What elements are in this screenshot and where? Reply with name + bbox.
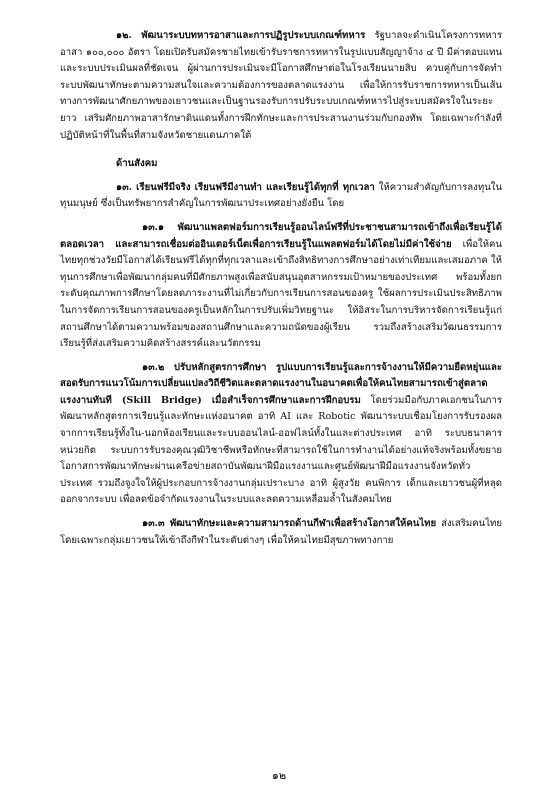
paragraph-13-1	[60, 220, 502, 353]
paragraph-13-2	[60, 360, 502, 509]
paragraph-13-2-body: โดยร่วมมือกับภาคเอกชนในการพัฒนาหลักสูตรการเรียนรู้และทักษะแห่งอนาคต อาทิ AI และ Robotic พัฒนาระบบเชื่อมโยงการรับรองผลจากการเรียนรู้ทั้งใน-นอกห้องเรียนและระบบออนไลน์-ออฟไลน์ทั้งในและต่างประเทศ อาทิ ระบบธนาคารหน่วยกิต ระบบการรับรองคุณวุฒิวิชาชีพหรือทักษะที่สามารถใช้ในการทำงานได้อย่างแท้จริงพร้อมทั้งขยายโอกาสการพัฒนาทักษะผ่านเครือข่ายสถาบันพัฒนาฝีมือแรงงานและศูนย์พัฒนาฝีมือแรงงานจังหวัดทั่วประเทศ รวมถึงจูงใจให้ผู้ประกอบการจ้างงานกลุ่มเปราะบาง อาทิ ผู้สูงวัย คนพิการ เด็กและเยาวชนผู้ที่หลุดออกจากระบบ เพื่อลดข้อจำกัดแรงงานในระบบและลดความเหลื่อมล้ำในสังคมไทย	[60, 394, 503, 506]
page-content	[60, 28, 502, 549]
paragraph-13-1-heading: ๑๓.๑ พัฒนาแพลตฟอร์มการเรียนรู้ออนไลน์ฟรีที่ประชาชนสามารถเข้าถึงเพื่อเรียนรู้ได้ตลอดเวลา และสามารถเชื่อมต่ออินเตอร์เน็ตเพื่อการเรียนรู้ในแพลตฟอร์มได้โดยไม่มีค่าใช้จ่าย	[60, 221, 502, 250]
paragraph-13-3	[60, 516, 502, 549]
paragraph-12-heading: ๑๒. พัฒนาระบบทหารอาสาและการปฏิรูประบบเกณฑ์ทหาร	[116, 30, 366, 41]
paragraph-13	[60, 180, 502, 213]
paragraph-13-heading: ๑๓. เรียนฟรีมีจริง เรียนฟรีมีงานทำ และเรียนรู้ได้ทุกที่ ทุกเวลา	[116, 181, 375, 193]
page-number: ๑๒	[271, 769, 287, 782]
paragraph-12-body: รัฐบาลจะดำเนินโครงการทหารอาสา ๑๐๐,๐๐๐ อัตรา โดยเปิดรับสมัครชายไทยเข้ารับราชการทหารในรูปแบบสัญญาจ้าง ๔ ปี มีค่าตอบแทน และระบบประเมินผลที่ชัดเจน ผู้ผ่านการประเมินจะมีโอกาสศึกษาต่อในโรงเรียนนายสิบ ควบคู่กับการจัดทำระบบพัฒนาทักษะตามความสนใจและความต้องการของตลาดแรงงาน เพื่อให้การรับราชการทหารเป็นเส้นทางการพัฒนาศักยภาพของเยาวชนและเป็นฐานรองรับการปรับระบบเกณฑ์ทหารไปสู่ระบบสมัครใจในระยะยาว เสริมศักยภาพอาสารักษาดินแดนทั้งการฝึกทักษะและการประสานงานร่วมกับกองทัพ โดยเฉพาะกำลังที่ปฏิบัติหน้าที่ในพื้นที่สามจังหวัดชายแดนภาคใต้	[60, 30, 502, 141]
paragraph-13-3-heading: ๑๓.๓ พัฒนาทักษะและความสามารถด้านกีฬาเพื่อสร้างโอกาสให้คนไทย	[142, 518, 437, 530]
section-heading-text: ด้านสังคม	[116, 158, 158, 170]
paragraph-13-body: ให้ความสำคัญกับการลงทุนในทุนมนุษย์ ซึ่งเป็นทรัพยากรสำคัญในการพัฒนาประเทศอย่างยั่งยืน โดย	[60, 181, 502, 210]
paragraph-13-1-body: เพื่อให้คนไทยทุกช่วงวัยมีโอกาสได้เรียนฟรีได้ทุกที่ทุกเวลาและเข้าถึงสิทธิทางการศึกษาอย่างเท่าเทียมและเสมอภาค ให้ทุนการศึกษาเพื่อพัฒนากลุ่มคนที่มีศักยภาพสูงเพื่อสนับสนุนอุตสาหกรรมเป้าหมายของประเทศ พร้อมทั้งยกระดับคุณภาพการศึกษาโดยลดภาระงานที่ไม่เกี่ยวกับการเรียนการสอนของครู ใช้ผลการประเมินประสิทธิภาพในการจัดการเรียนการสอนของครูเป็นหลักในการปรับเพิ่มวิทยฐานะ ให้อิสระในการบริหารจัดการเรียนรู้แก่สถานศึกษาได้ตามความพร้อมของสถานศึกษาและความถนัดของผู้เรียน รวมถึงสร้างเสริมวัฒนธรรมการเรียนรู้ที่ส่งเสริมความคิดสร้างสรรค์และนวัตกรรม	[60, 238, 502, 350]
section-heading	[60, 156, 502, 173]
paragraph-12	[60, 28, 502, 144]
paragraph-13-2-heading: ๑๓.๒ ปรับหลักสูตรการศึกษา รูปแบบการเรียนรู้และการจ้างงานให้มีความยืดหยุ่นและสอดรับการแนวโน้มการเปลี่ยนแปลงวิถีชีวิตและตลาดแรงงานในอนาคตเพื่อให้คนไทยสามารถเข้าสู่ตลาดแรงงานทันที (Skill Bridge) เมื่อสำเร็จการศึกษาและการฝึกอบรม	[60, 361, 502, 406]
paragraph-13-3-body: ส่งเสริมคนไทยโดยเฉพาะกลุ่มเยาวชนให้เข้าถึงกีฬาในระดับต่างๆ เพื่อให้คนไทยมีสุขภาพทางกาย	[60, 518, 502, 546]
